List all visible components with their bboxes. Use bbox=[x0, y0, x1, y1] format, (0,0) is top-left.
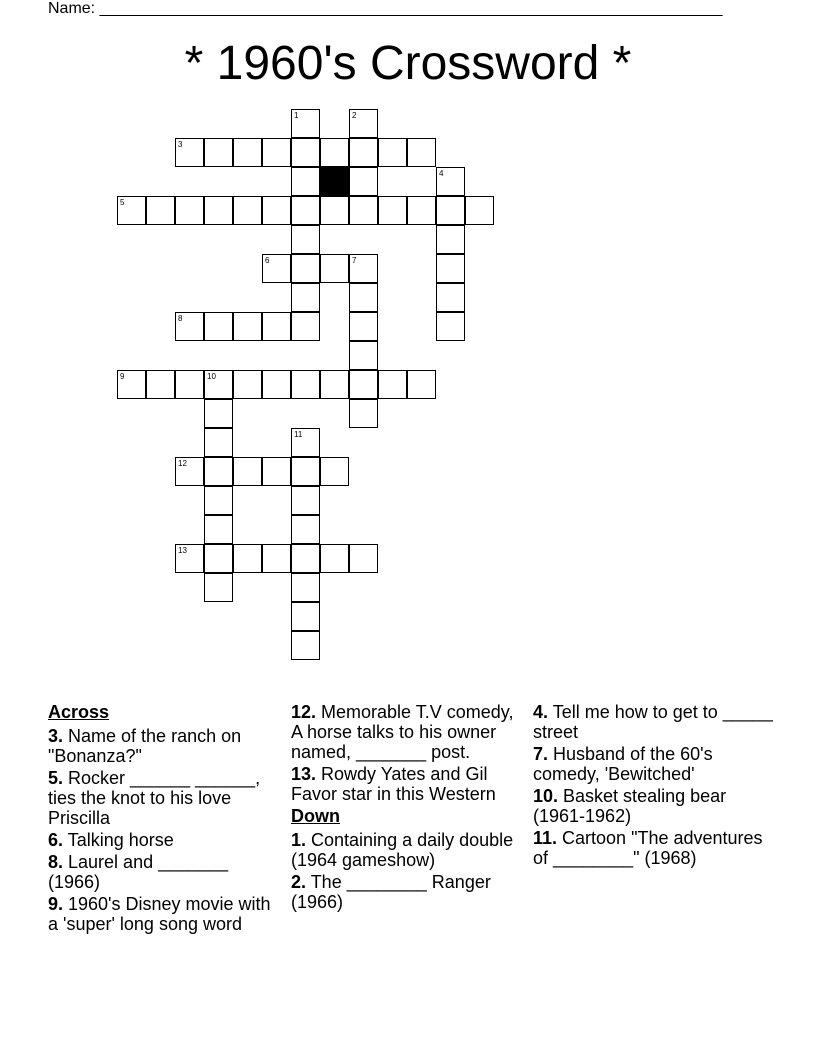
grid-cell[interactable] bbox=[204, 138, 233, 167]
grid-cell[interactable] bbox=[291, 486, 320, 515]
grid-cell[interactable] bbox=[204, 515, 233, 544]
name-field: Name: ______________________________________________________________________ bbox=[48, 0, 723, 17]
clue-number-label: 6 bbox=[265, 256, 270, 265]
grid-cell[interactable] bbox=[262, 544, 291, 573]
clue-down-2 bbox=[291, 872, 527, 912]
grid-cell[interactable] bbox=[349, 196, 378, 225]
grid-cell[interactable] bbox=[204, 457, 233, 486]
grid-cell[interactable] bbox=[436, 283, 465, 312]
clue-number: 2. bbox=[291, 872, 307, 892]
clues-column-3 bbox=[533, 702, 773, 870]
clue-number: 4. bbox=[533, 702, 549, 722]
clue-text: Rowdy Yates and Gil Favor star in this Western bbox=[291, 764, 496, 804]
grid-cell[interactable] bbox=[291, 457, 320, 486]
clue-text: Basket stealing bear (1961-1962) bbox=[533, 786, 727, 826]
grid-cell[interactable] bbox=[465, 196, 494, 225]
clue-number-label: 5 bbox=[120, 198, 125, 207]
clue-number: 13. bbox=[291, 764, 317, 784]
grid-cell[interactable] bbox=[378, 196, 407, 225]
grid-cell[interactable] bbox=[320, 196, 349, 225]
grid-cell[interactable] bbox=[349, 167, 378, 196]
grid-cell[interactable] bbox=[291, 167, 320, 196]
clue-across-3 bbox=[48, 726, 280, 766]
grid-cell[interactable] bbox=[204, 399, 233, 428]
clue-across-9 bbox=[48, 894, 280, 934]
clue-number: 6. bbox=[48, 830, 64, 850]
grid-cell[interactable] bbox=[291, 631, 320, 660]
clue-across-13 bbox=[291, 764, 527, 804]
clue-number-label: 11 bbox=[294, 430, 303, 439]
grid-cell[interactable] bbox=[291, 109, 320, 138]
grid-cell[interactable] bbox=[349, 138, 378, 167]
grid-cell[interactable] bbox=[204, 312, 233, 341]
clue-down-7 bbox=[533, 744, 773, 784]
grid-cell[interactable] bbox=[320, 457, 349, 486]
clue-text: 1960's Disney movie with a 'super' long song word bbox=[48, 894, 271, 934]
clue-across-8 bbox=[48, 852, 280, 892]
grid-cell[interactable] bbox=[349, 370, 378, 399]
grid-cell[interactable] bbox=[175, 457, 204, 486]
grid-cell[interactable] bbox=[117, 370, 146, 399]
grid-cell[interactable] bbox=[146, 196, 175, 225]
grid-cell[interactable] bbox=[175, 196, 204, 225]
grid-cell[interactable] bbox=[233, 457, 262, 486]
grid-cell[interactable] bbox=[175, 370, 204, 399]
grid-cell[interactable] bbox=[233, 544, 262, 573]
clue-number-label: 12 bbox=[178, 459, 187, 468]
grid-cell[interactable] bbox=[349, 109, 378, 138]
grid-cell[interactable] bbox=[320, 254, 349, 283]
grid-cell[interactable] bbox=[233, 312, 262, 341]
grid-cell[interactable] bbox=[378, 138, 407, 167]
grid-cell[interactable] bbox=[291, 515, 320, 544]
grid-cell[interactable] bbox=[233, 370, 262, 399]
grid-cell[interactable] bbox=[291, 573, 320, 602]
clue-down-10 bbox=[533, 786, 773, 826]
clue-number-label: 3 bbox=[178, 140, 183, 149]
grid-cell[interactable] bbox=[291, 370, 320, 399]
clue-text: Name of the ranch on "Bonanza?" bbox=[48, 726, 242, 766]
clue-number-label: 4 bbox=[439, 169, 444, 178]
clue-number: 9. bbox=[48, 894, 64, 914]
grid-cell[interactable] bbox=[262, 254, 291, 283]
clue-number: 3. bbox=[48, 726, 64, 746]
grid-cell[interactable] bbox=[407, 138, 436, 167]
grid-cell[interactable] bbox=[204, 428, 233, 457]
clue-text: Memorable T.V comedy, A horse talks to his owner named, _______ post. bbox=[291, 702, 514, 762]
clues-column-2 bbox=[291, 702, 527, 914]
clue-number-label: 9 bbox=[120, 372, 125, 381]
clue-number-label: 7 bbox=[352, 256, 357, 265]
grid-cell[interactable] bbox=[262, 457, 291, 486]
grid-cell[interactable] bbox=[349, 254, 378, 283]
clue-across-5 bbox=[48, 768, 280, 828]
grid-cell[interactable] bbox=[233, 138, 262, 167]
grid-cell[interactable] bbox=[146, 370, 175, 399]
grid-cell[interactable] bbox=[349, 283, 378, 312]
grid-cell[interactable] bbox=[291, 312, 320, 341]
grid-cell[interactable] bbox=[291, 602, 320, 631]
across-heading: Across bbox=[48, 702, 110, 722]
grid-cell[interactable] bbox=[291, 428, 320, 457]
grid-cell[interactable] bbox=[291, 138, 320, 167]
clue-number: 10. bbox=[533, 786, 559, 806]
grid-cell[interactable] bbox=[291, 254, 320, 283]
grid-cell[interactable] bbox=[204, 486, 233, 515]
clue-text: Cartoon "The adventures of ________" (1968) bbox=[533, 828, 763, 868]
grid-cell[interactable] bbox=[175, 138, 204, 167]
grid-cell[interactable] bbox=[175, 544, 204, 573]
grid-cell[interactable] bbox=[436, 196, 465, 225]
clue-text: Husband of the 60's comedy, 'Bewitched' bbox=[533, 744, 713, 784]
clue-text: The ________ Ranger (1966) bbox=[291, 872, 491, 912]
grid-cell[interactable] bbox=[378, 370, 407, 399]
grid-cell[interactable] bbox=[320, 544, 349, 573]
grid-cell[interactable] bbox=[233, 196, 262, 225]
clue-number: 5. bbox=[48, 768, 64, 788]
grid-cell[interactable] bbox=[291, 544, 320, 573]
clue-number: 11. bbox=[533, 828, 558, 848]
clue-text: Containing a daily double (1964 gameshow) bbox=[291, 830, 514, 870]
grid-cell[interactable] bbox=[407, 370, 436, 399]
clues-column-1 bbox=[48, 702, 280, 936]
clue-number-label: 1 bbox=[294, 111, 299, 120]
down-heading: Down bbox=[291, 806, 340, 826]
grid-cell[interactable] bbox=[262, 196, 291, 225]
grid-cell[interactable] bbox=[291, 196, 320, 225]
grid-cell[interactable] bbox=[349, 399, 378, 428]
grid-cell[interactable] bbox=[407, 196, 436, 225]
clue-down-11 bbox=[533, 828, 773, 868]
grid-cell[interactable] bbox=[262, 138, 291, 167]
grid-cell[interactable] bbox=[262, 370, 291, 399]
grid-cell[interactable] bbox=[349, 341, 378, 370]
grid-cell[interactable] bbox=[320, 138, 349, 167]
clue-text: Rocker ______ ______, ties the knot to his love Priscilla bbox=[48, 768, 261, 828]
grid-cell[interactable] bbox=[117, 196, 146, 225]
grid-cell[interactable] bbox=[291, 283, 320, 312]
grid-cell[interactable] bbox=[436, 254, 465, 283]
clue-text: Talking horse bbox=[63, 830, 174, 850]
clue-number: 1. bbox=[291, 830, 307, 850]
grid-cell[interactable] bbox=[175, 312, 204, 341]
clue-number: 7. bbox=[533, 744, 549, 764]
grid-cell[interactable] bbox=[262, 312, 291, 341]
grid-cell[interactable] bbox=[204, 544, 233, 573]
grid-cell[interactable] bbox=[291, 225, 320, 254]
clue-down-1 bbox=[291, 830, 527, 870]
page-title: * 1960's Crossword * bbox=[184, 37, 632, 90]
clue-number: 12. bbox=[291, 702, 317, 722]
grid-block bbox=[320, 167, 349, 196]
grid-cell[interactable] bbox=[436, 167, 465, 196]
clue-number-label: 10 bbox=[207, 372, 216, 381]
grid-cell[interactable] bbox=[436, 225, 465, 254]
clue-number-label: 2 bbox=[352, 111, 357, 120]
grid-cell[interactable] bbox=[204, 370, 233, 399]
clue-number-label: 13 bbox=[178, 546, 187, 555]
grid-cell[interactable] bbox=[204, 573, 233, 602]
clue-text: Laurel and _______ (1966) bbox=[48, 852, 229, 892]
grid-cell[interactable] bbox=[320, 370, 349, 399]
clue-down-4 bbox=[533, 702, 773, 742]
clue-number: 8. bbox=[48, 852, 64, 872]
clue-number-label: 8 bbox=[178, 314, 183, 323]
grid-cell[interactable] bbox=[436, 312, 465, 341]
grid-cell[interactable] bbox=[204, 196, 233, 225]
clue-across-12 bbox=[291, 702, 527, 762]
clue-text: Tell me how to get to _____ street bbox=[533, 702, 773, 742]
grid-cell[interactable] bbox=[349, 312, 378, 341]
grid-cell[interactable] bbox=[349, 544, 378, 573]
clue-across-6 bbox=[48, 830, 280, 850]
